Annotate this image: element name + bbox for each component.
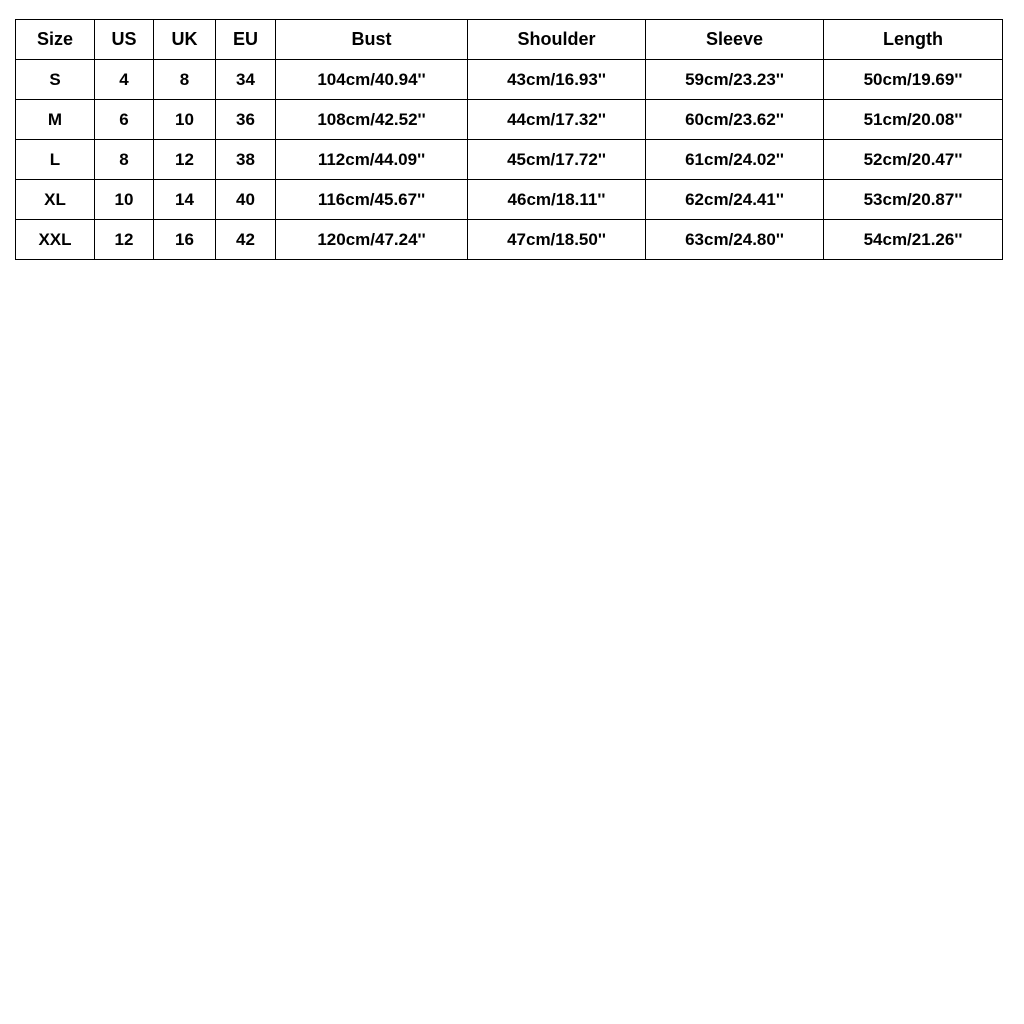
table-cell: 6 — [95, 100, 154, 140]
table-cell: 53cm/20.87'' — [824, 180, 1003, 220]
table-cell: 8 — [154, 60, 216, 100]
size-chart-header — [16, 20, 1003, 60]
column-header-shoulder: Shoulder — [468, 20, 646, 60]
table-cell: XL — [16, 180, 95, 220]
table-cell: 43cm/16.93'' — [468, 60, 646, 100]
header-row — [16, 20, 1003, 60]
table-cell: 61cm/24.02'' — [646, 140, 824, 180]
table-cell: 46cm/18.11'' — [468, 180, 646, 220]
table-cell: 40 — [216, 180, 276, 220]
table-cell: 4 — [95, 60, 154, 100]
size-chart-table — [15, 19, 1003, 260]
column-header-size: Size — [16, 20, 95, 60]
table-cell: S — [16, 60, 95, 100]
table-cell: 34 — [216, 60, 276, 100]
table-cell: L — [16, 140, 95, 180]
table-cell: 54cm/21.26'' — [824, 220, 1003, 260]
column-header-uk: UK — [154, 20, 216, 60]
table-cell: 47cm/18.50'' — [468, 220, 646, 260]
table-row — [16, 60, 1003, 100]
table-row — [16, 100, 1003, 140]
table-cell: 60cm/23.62'' — [646, 100, 824, 140]
table-cell: 10 — [154, 100, 216, 140]
table-row — [16, 140, 1003, 180]
table-cell: 44cm/17.32'' — [468, 100, 646, 140]
column-header-us: US — [95, 20, 154, 60]
table-cell: 104cm/40.94'' — [276, 60, 468, 100]
table-cell: 52cm/20.47'' — [824, 140, 1003, 180]
table-cell: XXL — [16, 220, 95, 260]
table-row — [16, 220, 1003, 260]
table-cell: 12 — [95, 220, 154, 260]
column-header-eu: EU — [216, 20, 276, 60]
table-cell: 112cm/44.09'' — [276, 140, 468, 180]
table-cell: 50cm/19.69'' — [824, 60, 1003, 100]
table-cell: 108cm/42.52'' — [276, 100, 468, 140]
table-cell: 10 — [95, 180, 154, 220]
table-cell: 62cm/24.41'' — [646, 180, 824, 220]
table-cell: 36 — [216, 100, 276, 140]
column-header-length: Length — [824, 20, 1003, 60]
column-header-sleeve: Sleeve — [646, 20, 824, 60]
table-row — [16, 180, 1003, 220]
table-cell: 16 — [154, 220, 216, 260]
table-cell: 120cm/47.24'' — [276, 220, 468, 260]
table-cell: 45cm/17.72'' — [468, 140, 646, 180]
column-header-bust: Bust — [276, 20, 468, 60]
table-cell: 63cm/24.80'' — [646, 220, 824, 260]
table-cell: 42 — [216, 220, 276, 260]
table-cell: 38 — [216, 140, 276, 180]
table-cell: 59cm/23.23'' — [646, 60, 824, 100]
table-cell: 8 — [95, 140, 154, 180]
table-cell: M — [16, 100, 95, 140]
table-cell: 12 — [154, 140, 216, 180]
table-cell: 51cm/20.08'' — [824, 100, 1003, 140]
table-cell: 116cm/45.67'' — [276, 180, 468, 220]
table-cell: 14 — [154, 180, 216, 220]
size-chart-body — [16, 60, 1003, 260]
